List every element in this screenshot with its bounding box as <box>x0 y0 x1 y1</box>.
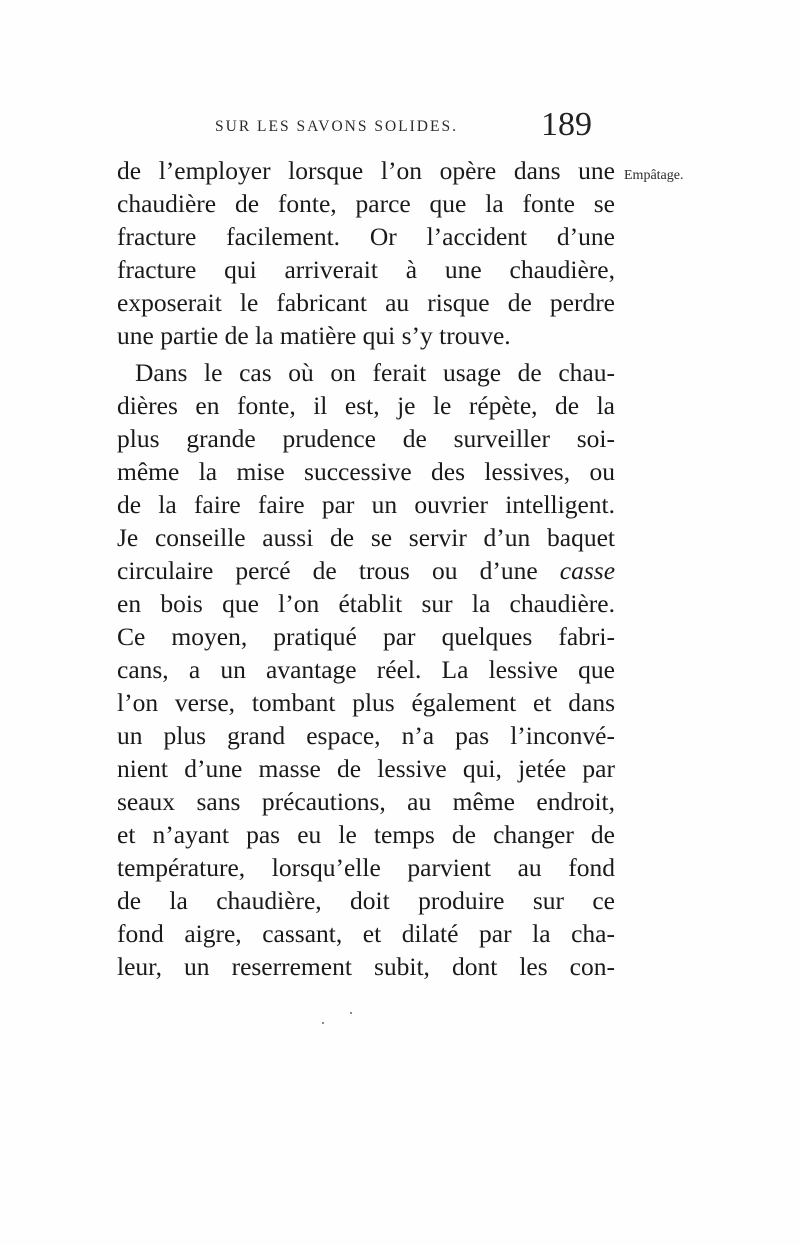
body-text <box>117 154 615 983</box>
text-line-with-italic <box>117 554 615 587</box>
text-line: même la mise successive des lessives, ou <box>117 457 615 486</box>
text-line: fracture qui arriverait à une chaudière, <box>117 255 615 284</box>
text-line: leur, un reserrement subit, dont les con- <box>117 952 615 981</box>
text-line: nient d’une masse de lessive qui, jetée par <box>117 754 615 783</box>
text-line: exposerait le fabricant au risque de perdre <box>117 288 615 317</box>
text-line: une partie de la matière qui s’y trouve. <box>117 321 511 350</box>
text-line: de l’employer lorsque l’on opère dans une <box>117 156 615 185</box>
text-line: fracture facilement. Or l’accident d’une <box>117 222 615 251</box>
text-line: de la chaudière, doit produire sur ce <box>117 886 615 915</box>
text-line: Ce moyen, pratiqué par quelques fabri- <box>117 622 615 651</box>
page-number: 189 <box>541 106 592 143</box>
text-line: dières en fonte, il est, je le répète, de la <box>117 391 615 420</box>
text-line: en bois que l’on établit sur la chaudière. <box>117 589 615 618</box>
text-segment: circulaire percé de trous ou d’une <box>117 556 538 585</box>
text-line: température, lorsqu’elle parvient au fond <box>117 853 615 882</box>
speck <box>350 1012 352 1014</box>
paragraph-start-line: Dans le cas où on ferait usage de chau- <box>135 358 615 387</box>
text-line: fond aigre, cassant, et dilaté par la cha- <box>117 919 615 948</box>
text-line: un plus grand espace, n’a pas l’inconvé- <box>117 721 615 750</box>
speck <box>322 1022 324 1024</box>
text-line: seaux sans précautions, au même endroit, <box>117 787 615 816</box>
text-line: Je conseille aussi de se servir d’un baquet <box>117 523 615 552</box>
italic-word: casse <box>559 556 616 585</box>
paper-specks <box>318 1010 358 1030</box>
text-line: cans, a un avantage réel. La lessive que <box>117 655 615 684</box>
running-head: SUR LES SAVONS SOLIDES. <box>215 118 458 135</box>
text-line: chaudière de fonte, parce que la fonte se <box>117 189 615 218</box>
text-line: l’on verse, tombant plus également et dans <box>117 688 615 717</box>
text-line: de la faire faire par un ouvrier intelligent. <box>117 490 615 519</box>
text-line: et n’ayant pas eu le temps de changer de <box>117 820 615 849</box>
margin-note: Empâtage. <box>624 168 684 183</box>
text-line: plus grande prudence de surveiller soi- <box>117 424 615 453</box>
